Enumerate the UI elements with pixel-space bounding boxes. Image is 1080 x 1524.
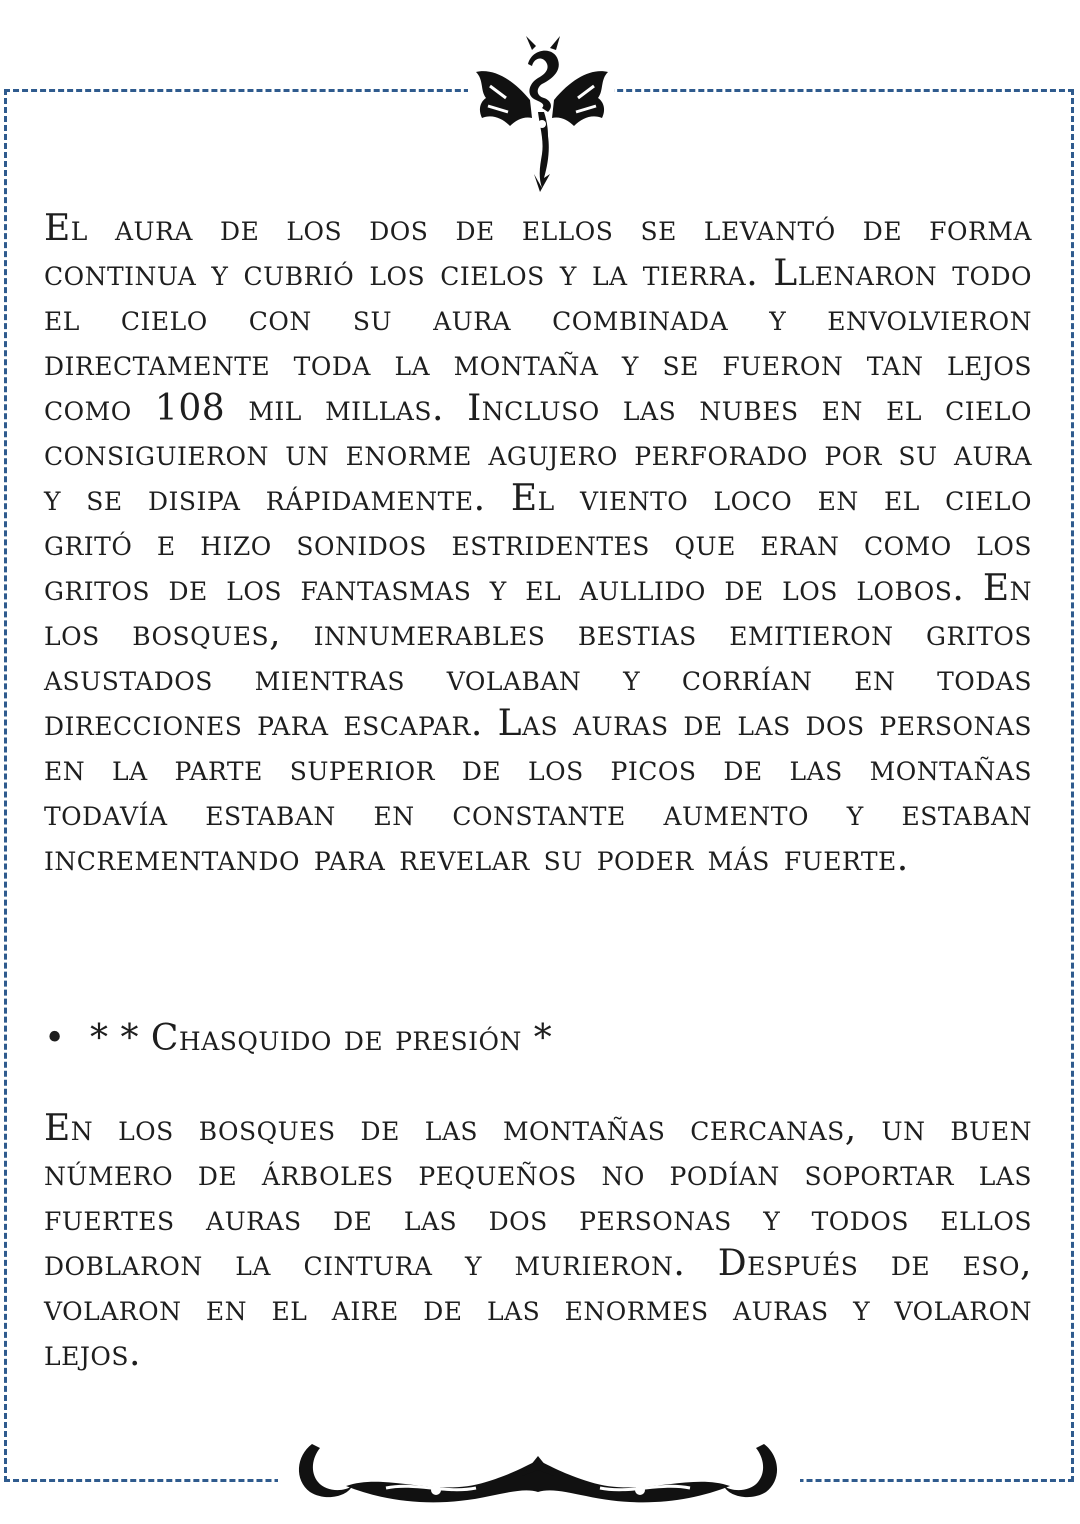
sound-effect-text: * * Chasquido de presión * (90, 1018, 553, 1059)
dragon-emblem-icon (470, 28, 614, 198)
tribal-flourish-icon (286, 1436, 790, 1514)
bullet-marker: • (44, 1018, 66, 1059)
paragraph-1: El aura de los dos de ellos se levantó de forma continua y cubrió los cielos y la tierra. Llenaron todo el cielo con su aura combinada y envolvieron directamente toda la montaña y se fueron tan lejos como 108 mil millas. Incluso las nubes en el cielo consiguieron un enorme agujero perforado por su aura y se disipa rápidamente. El viento loco en el cielo gritó e hizo sonidos estridentes que eran como los gritos de los fantasmas y el aullido de los lobos. En los bosques, innumerables bestias emitieron gritos asustados mientras volaban y corrían en todas direcciones para escapar. Las auras de las dos personas en la parte superior de los picos de las montañas todavía estaban en constante aumento y estaban incrementando para revelar su poder más fuerte. (44, 208, 1032, 879)
sound-effect-item (44, 1016, 1032, 1061)
paragraph-2: En los bosques de las montañas cercanas, un buen número de árboles pequeños no podían soportar las fuertes auras de las dos personas y todos ellos doblaron la cintura y murieron. Después de eso, volaron en el aire de las enormes auras y volaron lejos. (44, 1108, 1032, 1374)
